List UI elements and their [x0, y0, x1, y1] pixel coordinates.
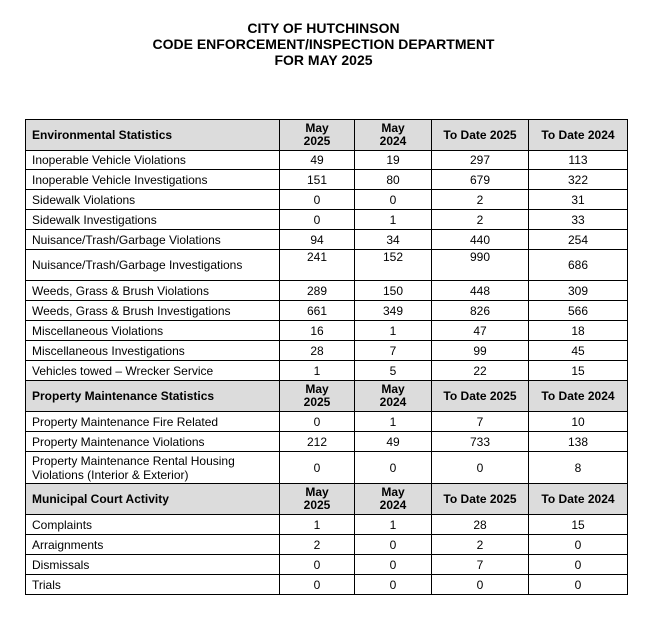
- row-label: Inoperable Vehicle Investigations: [26, 170, 280, 190]
- cell-td2024: 0: [529, 555, 628, 575]
- cell-td2024: 45: [529, 341, 628, 361]
- cell-may2025: 151: [280, 170, 355, 190]
- section-title: Property Maintenance Statistics: [26, 381, 280, 412]
- table-row: [26, 341, 628, 361]
- column-header-todate2024: To Date 2024: [529, 484, 628, 515]
- column-header-may2025: [280, 484, 355, 515]
- table-row: [26, 210, 628, 230]
- row-label: Weeds, Grass & Brush Investigations: [26, 301, 280, 321]
- cell-may2025: 0: [280, 575, 355, 595]
- table-row: [26, 151, 628, 170]
- cell-td2025: 826: [432, 301, 529, 321]
- column-header-todate2025: To Date 2025: [432, 120, 529, 151]
- cell-may2024: 0: [355, 190, 432, 210]
- cell-may2025: 0: [280, 452, 355, 484]
- column-header-may2025: [280, 381, 355, 412]
- row-label: Trials: [26, 575, 280, 595]
- cell-may2024: 80: [355, 170, 432, 190]
- row-label: Sidewalk Investigations: [26, 210, 280, 230]
- row-label: Property Maintenance Violations: [26, 432, 280, 452]
- cell-may2025: 212: [280, 432, 355, 452]
- cell-td2024: 113: [529, 151, 628, 170]
- cell-td2025: 448: [432, 281, 529, 301]
- report-header: [0, 20, 647, 68]
- cell-td2024: 0: [529, 535, 628, 555]
- table-row: [26, 575, 628, 595]
- cell-may2024: 1: [355, 321, 432, 341]
- cell-td2025: 0: [432, 452, 529, 484]
- cell-td2024: 18: [529, 321, 628, 341]
- cell-td2025: 990: [432, 250, 529, 281]
- cell-may2025: 28: [280, 341, 355, 361]
- cell-may2025: 1: [280, 515, 355, 535]
- cell-td2024: 31: [529, 190, 628, 210]
- cell-td2025: 47: [432, 321, 529, 341]
- cell-td2024: 686: [529, 250, 628, 281]
- column-header-may2024: [355, 484, 432, 515]
- cell-td2024: 309: [529, 281, 628, 301]
- cell-may2025: 2: [280, 535, 355, 555]
- table-row: [26, 281, 628, 301]
- table-row: [26, 412, 628, 432]
- cell-td2025: 733: [432, 432, 529, 452]
- column-header-may2024: [355, 381, 432, 412]
- column-header-text: May 2024: [379, 485, 407, 512]
- table-row: [26, 535, 628, 555]
- column-header-todate2024: To Date 2024: [529, 381, 628, 412]
- column-header-text: May 2024: [379, 121, 407, 148]
- row-label: Property Maintenance Rental Housing Violations (Interior & Exterior): [26, 452, 280, 484]
- table-row: [26, 452, 628, 484]
- cell-td2024: 566: [529, 301, 628, 321]
- cell-td2024: 138: [529, 432, 628, 452]
- cell-may2024: 34: [355, 230, 432, 250]
- row-label: Vehicles towed – Wrecker Service: [26, 361, 280, 381]
- row-label: Miscellaneous Investigations: [26, 341, 280, 361]
- column-header-text: May 2025: [303, 121, 331, 148]
- cell-td2024: 0: [529, 575, 628, 595]
- row-label: Sidewalk Violations: [26, 190, 280, 210]
- table-row: [26, 301, 628, 321]
- cell-may2024: 152: [355, 250, 432, 281]
- cell-may2025: 241: [280, 250, 355, 281]
- table-row: [26, 321, 628, 341]
- cell-td2024: 322: [529, 170, 628, 190]
- column-header-text: May 2024: [379, 382, 407, 409]
- table-row: [26, 230, 628, 250]
- row-label: Nuisance/Trash/Garbage Investigations: [26, 250, 280, 281]
- cell-may2024: 49: [355, 432, 432, 452]
- cell-may2024: 1: [355, 210, 432, 230]
- table-row: [26, 250, 628, 281]
- cell-may2025: 0: [280, 555, 355, 575]
- cell-may2024: 349: [355, 301, 432, 321]
- column-header-todate2025: To Date 2025: [432, 381, 529, 412]
- section-title: Environmental Statistics: [26, 120, 280, 151]
- cell-may2025: 49: [280, 151, 355, 170]
- table-row: [26, 515, 628, 535]
- cell-td2025: 22: [432, 361, 529, 381]
- cell-td2025: 7: [432, 555, 529, 575]
- cell-td2025: 440: [432, 230, 529, 250]
- cell-may2024: 0: [355, 452, 432, 484]
- cell-may2025: 661: [280, 301, 355, 321]
- table-row: [26, 361, 628, 381]
- cell-td2024: 8: [529, 452, 628, 484]
- cell-td2025: 99: [432, 341, 529, 361]
- cell-td2025: 0: [432, 575, 529, 595]
- cell-td2024: 10: [529, 412, 628, 432]
- row-label: Arraignments: [26, 535, 280, 555]
- cell-may2025: 0: [280, 190, 355, 210]
- section-header-row: [26, 381, 628, 412]
- column-header-text: May 2025: [303, 382, 331, 409]
- row-label: Property Maintenance Fire Related: [26, 412, 280, 432]
- cell-may2025: 289: [280, 281, 355, 301]
- header-period: FOR MAY 2025: [274, 52, 373, 68]
- column-header-may2025: [280, 120, 355, 151]
- row-label: Inoperable Vehicle Violations: [26, 151, 280, 170]
- column-header-todate2025: To Date 2025: [432, 484, 529, 515]
- cell-may2024: 19: [355, 151, 432, 170]
- header-department: CODE ENFORCEMENT/INSPECTION DEPARTMENT: [152, 36, 495, 52]
- column-header-todate2024: To Date 2024: [529, 120, 628, 151]
- cell-may2025: 16: [280, 321, 355, 341]
- cell-may2024: 1: [355, 412, 432, 432]
- cell-may2025: 0: [280, 412, 355, 432]
- cell-td2024: 33: [529, 210, 628, 230]
- cell-may2024: 0: [355, 555, 432, 575]
- cell-td2025: 28: [432, 515, 529, 535]
- cell-td2025: 2: [432, 190, 529, 210]
- section-title: Municipal Court Activity: [26, 484, 280, 515]
- row-label: Dismissals: [26, 555, 280, 575]
- cell-td2025: 679: [432, 170, 529, 190]
- cell-td2025: 297: [432, 151, 529, 170]
- cell-may2024: 150: [355, 281, 432, 301]
- cell-td2025: 2: [432, 210, 529, 230]
- header-city: CITY OF HUTCHINSON: [247, 20, 400, 36]
- row-label: Miscellaneous Violations: [26, 321, 280, 341]
- cell-td2025: 7: [432, 412, 529, 432]
- row-label: Complaints: [26, 515, 280, 535]
- row-label: Weeds, Grass & Brush Violations: [26, 281, 280, 301]
- cell-may2024: 7: [355, 341, 432, 361]
- table-row: [26, 432, 628, 452]
- cell-td2024: 15: [529, 515, 628, 535]
- table-row: [26, 190, 628, 210]
- table-row: [26, 555, 628, 575]
- table-row: [26, 170, 628, 190]
- cell-may2025: 94: [280, 230, 355, 250]
- column-header-text: May 2025: [303, 485, 331, 512]
- cell-td2024: 15: [529, 361, 628, 381]
- cell-td2025: 2: [432, 535, 529, 555]
- cell-may2025: 0: [280, 210, 355, 230]
- row-label: Nuisance/Trash/Garbage Violations: [26, 230, 280, 250]
- section-header-row: [26, 120, 628, 151]
- column-header-may2024: [355, 120, 432, 151]
- cell-may2024: 5: [355, 361, 432, 381]
- section-header-row: [26, 484, 628, 515]
- cell-may2024: 0: [355, 575, 432, 595]
- statistics-table: [25, 119, 628, 595]
- cell-may2024: 1: [355, 515, 432, 535]
- cell-td2024: 254: [529, 230, 628, 250]
- cell-may2025: 1: [280, 361, 355, 381]
- cell-may2024: 0: [355, 535, 432, 555]
